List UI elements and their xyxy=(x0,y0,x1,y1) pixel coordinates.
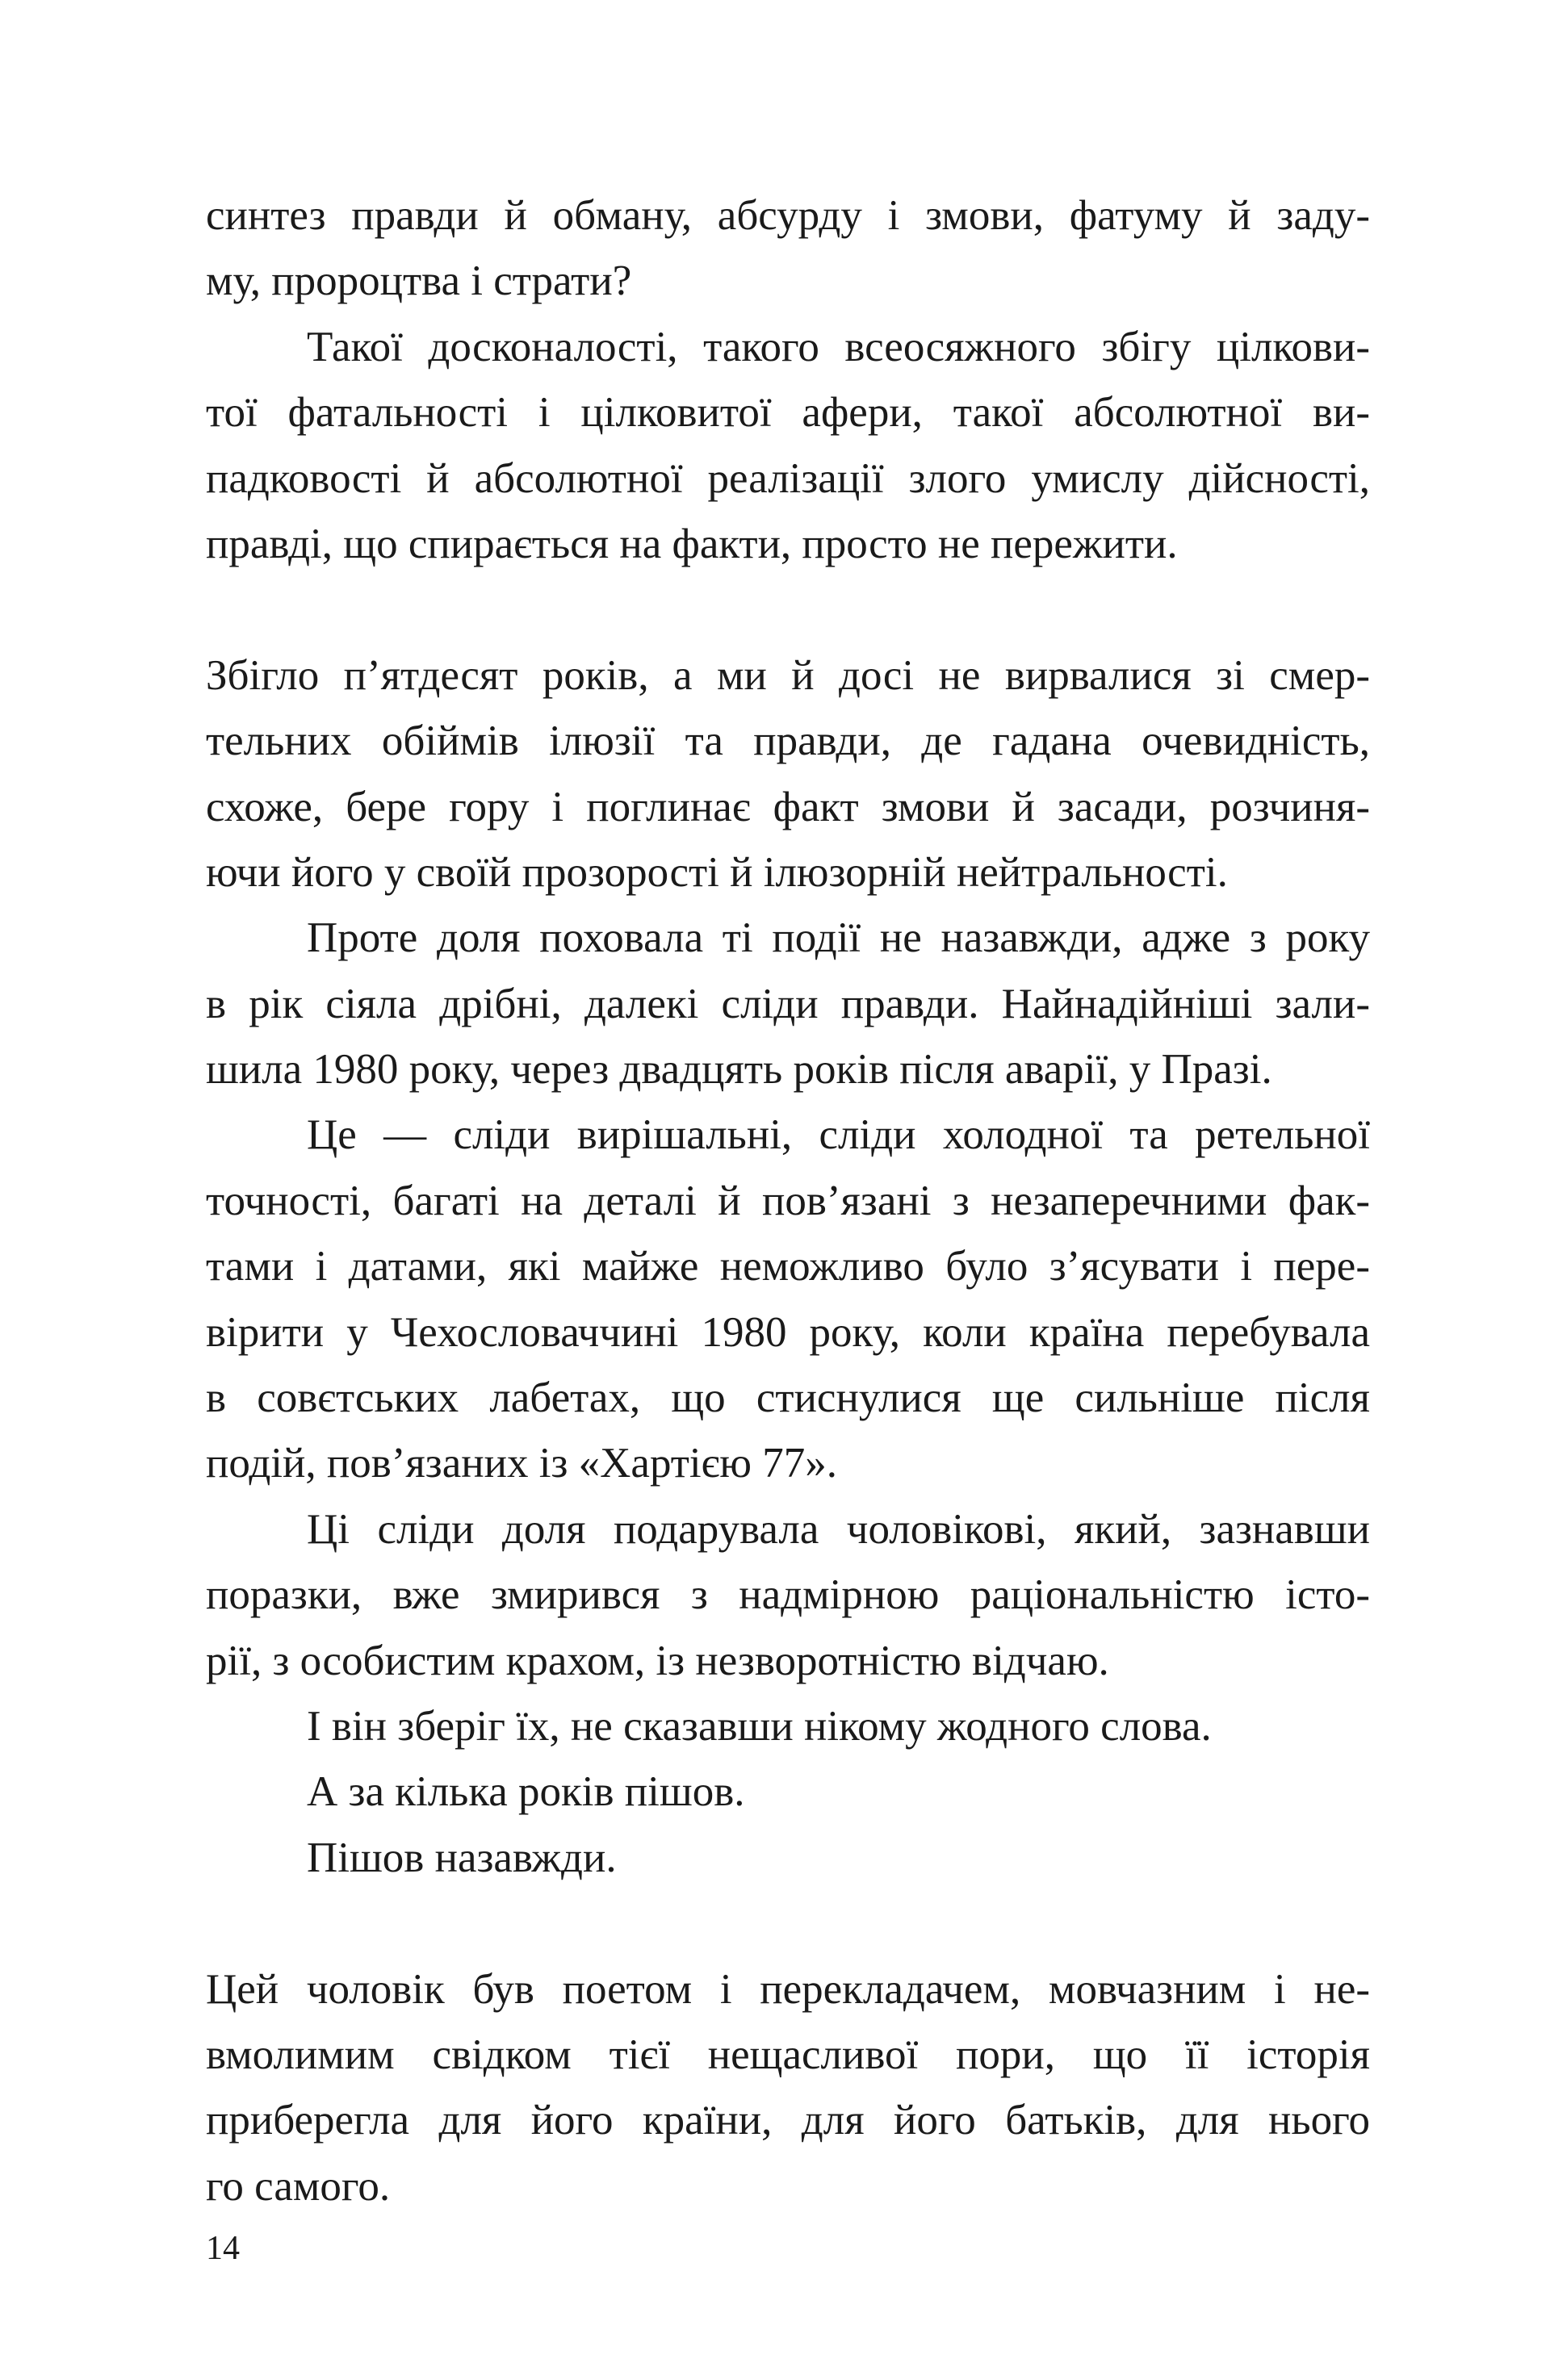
text-line: А за кілька років пішов. xyxy=(307,1768,745,1816)
text-line: Проте доля поховала ті події не назавжди, адже з року xyxy=(307,914,1370,962)
text-line: Це — сліди вирішальні, сліди холодної та ретельної xyxy=(307,1111,1370,1159)
paragraph xyxy=(206,1957,1370,2220)
paragraph-spacer xyxy=(206,1891,1370,1956)
paragraph xyxy=(206,1826,1370,1891)
text-line: в рік сіяла дрібні, далекі сліди правди. Найнадійніші зали- xyxy=(206,980,1370,1027)
text-line: ючи його у своїй прозорості й ілюзорній нейтральності. xyxy=(206,848,1228,896)
text-line: тої фатальності і цілковитої афери, такої абсолютної ви- xyxy=(206,389,1370,437)
text-line: Пішов назавжди. xyxy=(307,1834,617,1881)
text-line: тельних обіймів ілюзії та правди, де гадана очевидність, xyxy=(206,717,1370,765)
paragraph-spacer xyxy=(206,577,1370,642)
text-line: правді, що спирається на факти, просто не пережити. xyxy=(206,520,1178,567)
text-line: І він зберіг їх, не сказавши нікому жодного слова. xyxy=(307,1702,1212,1750)
paragraph xyxy=(206,183,1370,315)
text-line: в совєтських лабетах, що стиснулися ще сильніше після xyxy=(206,1374,1370,1422)
text-line: го самого. xyxy=(206,2162,391,2210)
text-line: Збігло п’ятдесят років, а ми й досі не вирвалися зі смер- xyxy=(206,651,1370,699)
paragraph xyxy=(206,643,1370,906)
text-line: схоже, бере гору і поглинає факт змови й засади, розчиня- xyxy=(206,783,1370,830)
text-line: вмолимим свідком тієї нещасливої пори, що її історія xyxy=(206,2031,1370,2078)
paragraph xyxy=(206,1102,1370,1496)
paragraph xyxy=(206,906,1370,1102)
text-line: синтез правди й обману, абсурду і змови, фатуму й заду- xyxy=(206,192,1370,239)
text-line: приберегла для його країни, для його батьків, для нього xyxy=(206,2097,1370,2144)
paragraph xyxy=(206,1759,1370,1825)
text-line: Такої досконалості, такого всеосяжного збігу цілкови- xyxy=(307,323,1370,370)
text-line: тами і датами, які майже неможливо було з’ясувати і пере- xyxy=(206,1243,1370,1290)
text-line: шила 1980 року, через двадцять років після аварії, у Празі. xyxy=(206,1046,1272,1094)
paragraph xyxy=(206,1497,1370,1694)
paragraph xyxy=(206,315,1370,578)
page-body-text xyxy=(206,183,1370,2219)
text-line: вірити у Чехословаччині 1980 року, коли країна перебувала xyxy=(206,1308,1370,1356)
text-line: поразки, вже змирився з надмірною раціональністю істо- xyxy=(206,1571,1370,1619)
text-line: падковості й абсолютної реалізації злого умислу дійсності, xyxy=(206,454,1370,502)
text-line: рії, з особистим крахом, із незворотністю відчаю. xyxy=(206,1637,1109,1684)
page-number: 14 xyxy=(206,2230,240,2267)
text-line: му, пророцтва і страти? xyxy=(206,257,632,305)
text-line: Ці сліди доля подарувала чоловікові, який, зазнавши xyxy=(307,1505,1370,1553)
text-line: Цей чоловік був поетом і перекладачем, мовчазним і не- xyxy=(206,1965,1370,2013)
paragraph xyxy=(206,1694,1370,1759)
text-line: точності, багаті на деталі й пов’язані з незаперечними фак- xyxy=(206,1177,1370,1224)
text-line: подій, пов’язаних із «Хартією 77». xyxy=(206,1440,837,1487)
